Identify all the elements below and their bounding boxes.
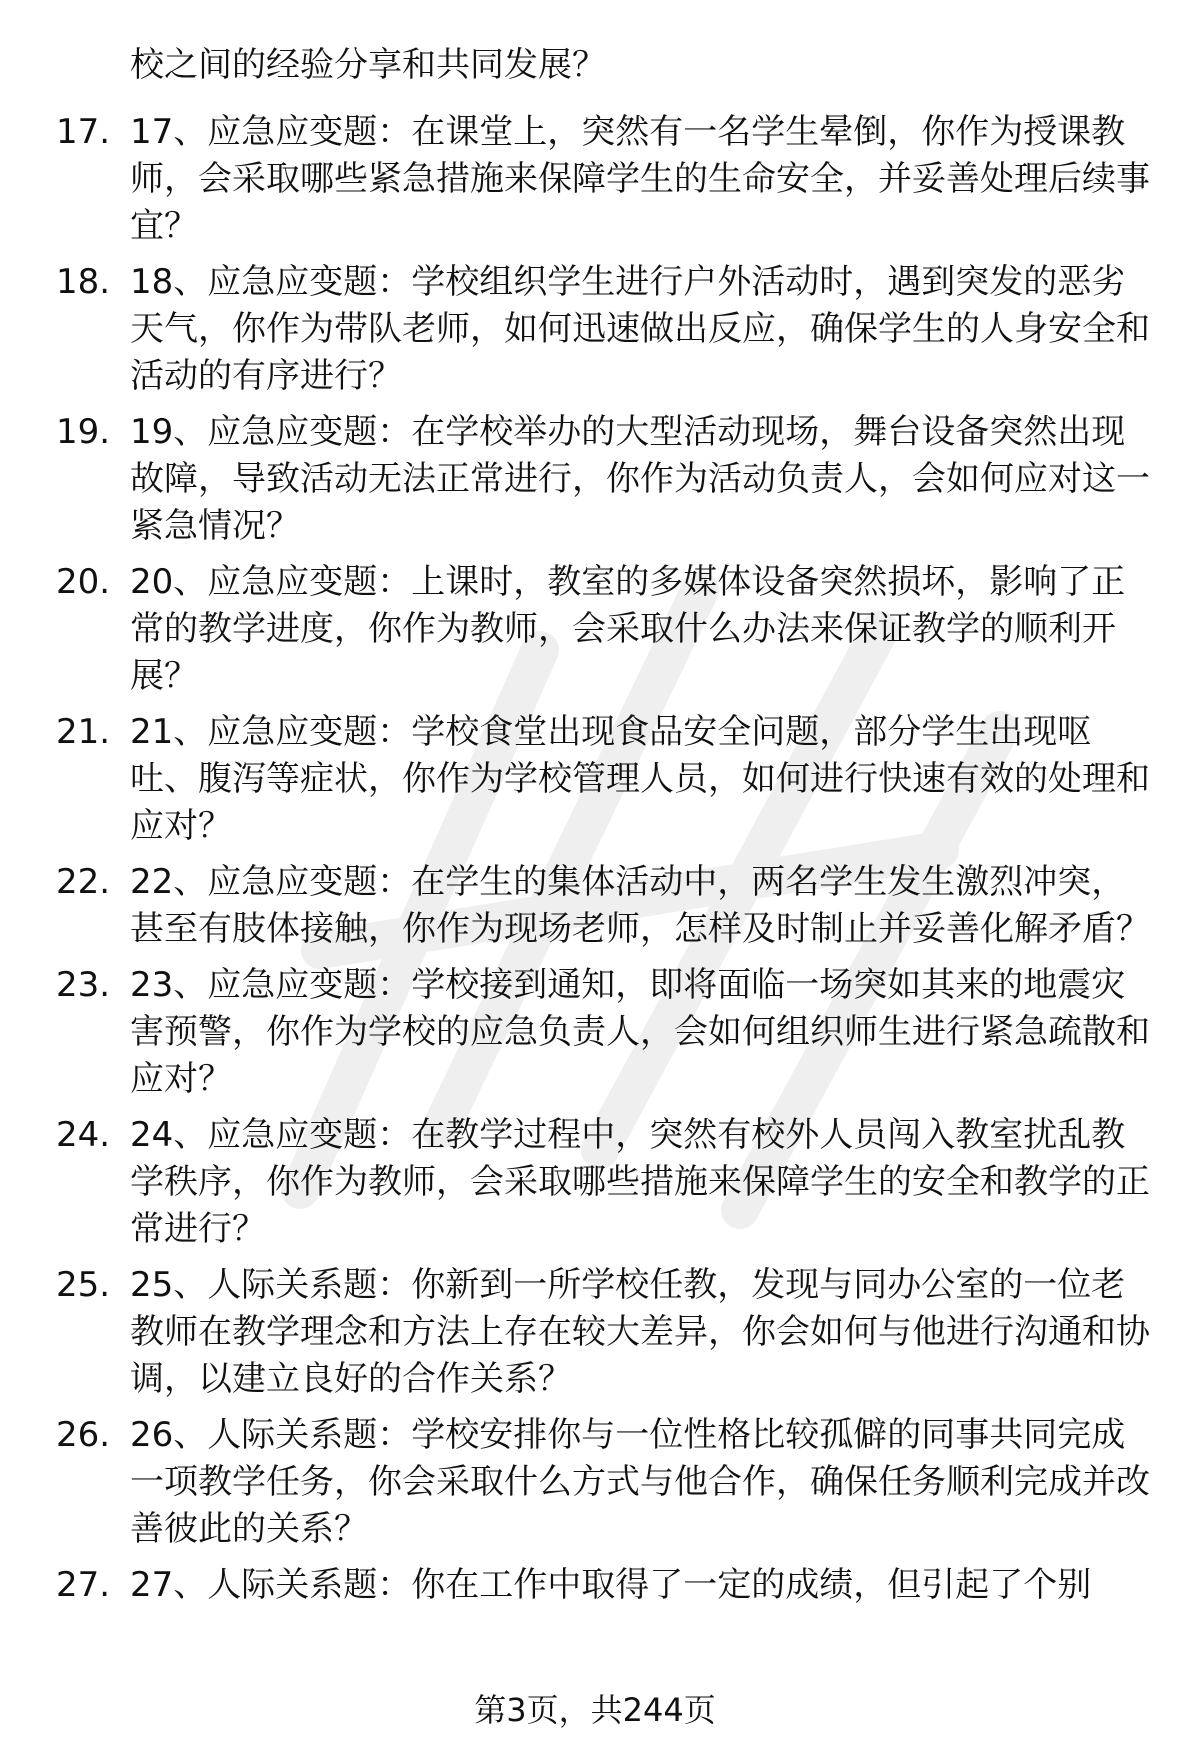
list-item-text: 23、应急应变题：学校接到通知，即将面临一场突如其来的地震灾害预警，你作为学校的应急负责人，会如何组织师生进行紧急疏散和应对？ (130, 965, 1150, 1099)
list-item (56, 559, 1156, 700)
list-item (56, 709, 1156, 850)
list-item-text: 26、人际关系题：学校安排你与一位性格比较孤僻的同事共同完成一项教学任务，你会采取什么方式与他合作，确保任务顺利完成并改善彼此的关系？ (130, 1415, 1150, 1549)
list-item-number: 17. (56, 112, 111, 152)
list-item (56, 1412, 1156, 1553)
question-list-region (56, 42, 1156, 1618)
list-item-text: 22、应急应变题：在学生的集体活动中，两名学生发生激烈冲突，甚至有肢体接触，你作为现场老师，怎样及时制止并妥善化解矛盾？ (130, 862, 1150, 949)
list-item (56, 962, 1156, 1103)
list-item (56, 259, 1156, 400)
list-item-number: 19. (56, 412, 111, 452)
list-item-text: 21、应急应变题：学校食堂出现食品安全问题，部分学生出现呕吐、腹泻等症状，你作为学校管理人员，如何进行快速有效的处理和应对？ (130, 712, 1150, 846)
list-item-text: 25、人际关系题：你新到一所学校任教，发现与同办公室的一位老教师在教学理念和方法上存在较大差异，你会如何与他进行沟通和协调，以建立良好的合作关系？ (130, 1265, 1150, 1399)
list-item-text: 17、应急应变题：在课堂上，突然有一名学生晕倒，你作为授课教师，会采取哪些紧急措施来保障学生的生命安全，并妥善处理后续事宜？ (130, 112, 1150, 246)
list-item (56, 1112, 1156, 1253)
list-item (56, 109, 1156, 250)
list-item-number: 22. (56, 862, 111, 902)
list-item-number: 20. (56, 562, 111, 602)
list-item-text: 18、应急应变题：学校组织学生进行户外活动时，遇到突发的恶劣天气，你作为带队老师，如何迅速做出反应，确保学生的人身安全和活动的有序进行？ (130, 262, 1150, 396)
list-item-number: 21. (56, 712, 111, 752)
question-list (56, 109, 1156, 1609)
list-item-number: 27. (56, 1565, 111, 1605)
list-item-text: 19、应急应变题：在学校举办的大型活动现场，舞台设备突然出现故障，导致活动无法正常进行，你作为活动负责人，会如何应对这一紧急情况？ (130, 412, 1150, 546)
list-item-text: 20、应急应变题：上课时，教室的多媒体设备突然损坏，影响了正常的教学进度，你作为教师，会采取什么办法来保证教学的顺利开展？ (130, 562, 1126, 696)
list-item-text: 24、应急应变题：在教学过程中，突然有校外人员闯入教室扰乱教学秩序，你作为教师，会采取哪些措施来保障学生的安全和教学的正常进行？ (130, 1115, 1150, 1249)
list-item (56, 1562, 1156, 1609)
list-item-number: 23. (56, 965, 111, 1005)
continuation-text: 校之间的经验分享和共同发展？ (130, 45, 606, 85)
list-item-number: 18. (56, 262, 111, 302)
list-item-number: 25. (56, 1265, 111, 1305)
list-item-number: 26. (56, 1415, 111, 1455)
list-item (56, 859, 1156, 953)
list-item (56, 409, 1156, 550)
list-item (56, 1262, 1156, 1403)
page-footer (0, 1690, 1190, 1730)
page-number-label: 第3页，共244页 (474, 1691, 716, 1729)
list-item-text: 27、人际关系题：你在工作中取得了一定的成绩，但引起了个别 (130, 1565, 1092, 1605)
list-item-number: 24. (56, 1115, 111, 1155)
